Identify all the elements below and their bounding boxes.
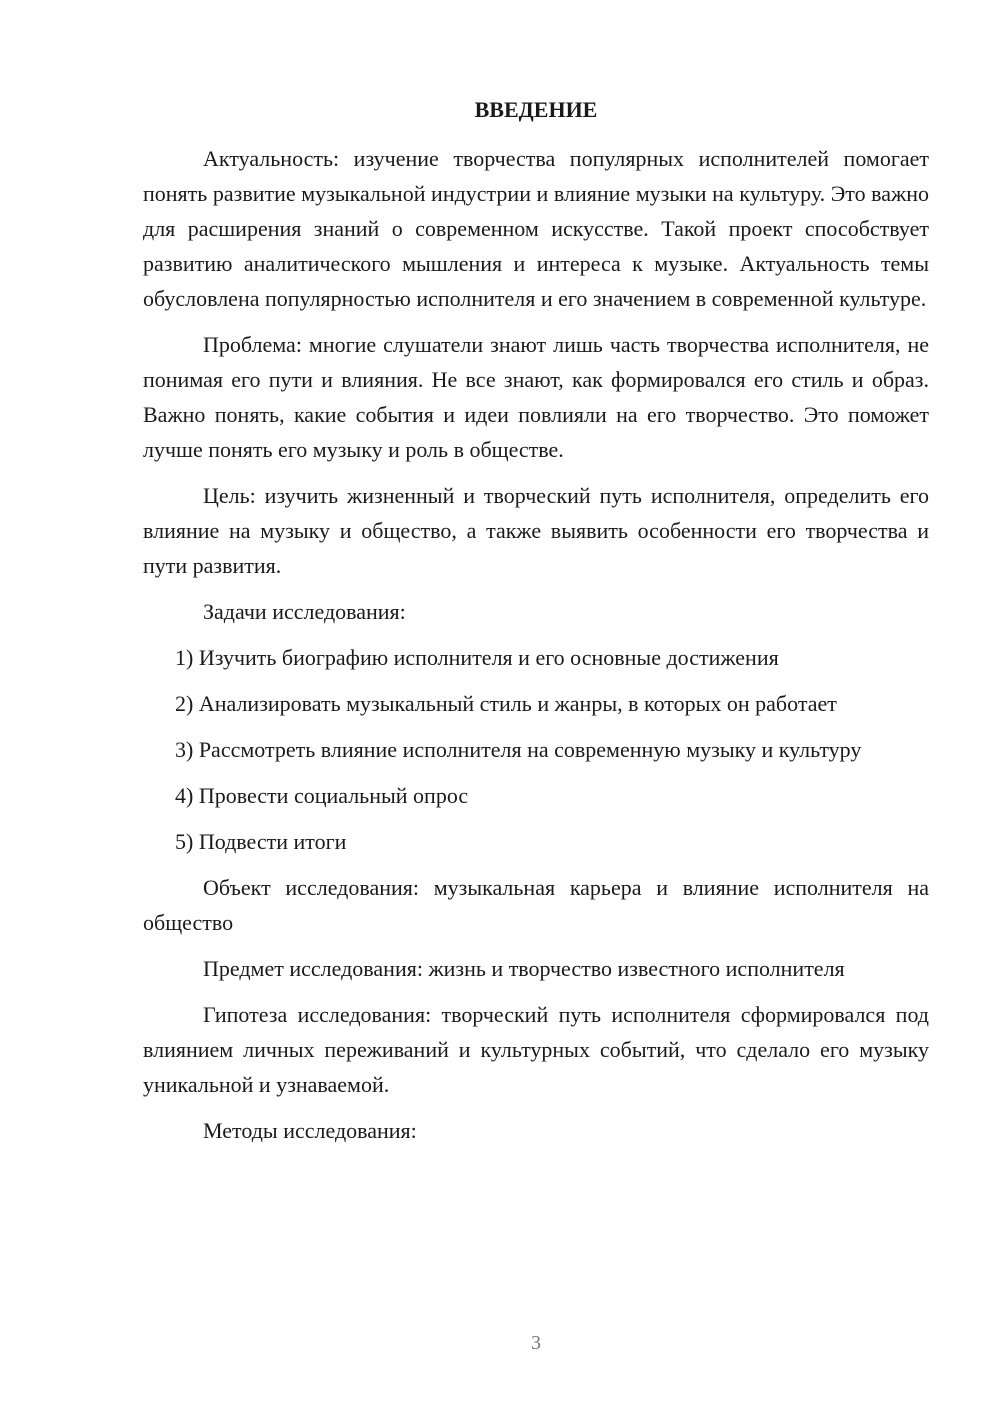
- page-content: [143, 92, 929, 1159]
- task-item-4: 4) Провести социальный опрос: [175, 783, 469, 808]
- subject-paragraph: Предмет исследования: жизнь и творчество известного исполнителя: [203, 956, 845, 981]
- page-number: 3: [531, 1332, 541, 1354]
- object-paragraph: Объект исследования: музыкальная карьера и влияние исполнителя на общество: [143, 875, 929, 935]
- task-item-3: 3) Рассмотреть влияние исполнителя на современную музыку и культуру: [175, 737, 862, 762]
- task-item-5: 5) Подвести итоги: [175, 829, 347, 854]
- hypothesis-paragraph: Гипотеза исследования: творческий путь исполнителя сформировался под влиянием личных переживаний и культурных событий, что сделало его музыку уникальной и узнаваемой.: [143, 1002, 929, 1097]
- tasks-heading: Задачи исследования:: [203, 599, 406, 624]
- task-item-2: 2) Анализировать музыкальный стиль и жанры, в которых он работает: [175, 691, 837, 716]
- goal-paragraph: Цель: изучить жизненный и творческий путь исполнителя, определить его влияние на музыку и общество, а также выявить особенности его творчества и пути развития.: [143, 483, 929, 578]
- task-item-1: 1) Изучить биографию исполнителя и его основные достижения: [175, 645, 779, 670]
- problem-paragraph: Проблема: многие слушатели знают лишь часть творчества исполнителя, не понимая его пути и влияния. Не все знают, как формировался его стиль и образ. Важно понять, какие события и идеи повлияли на его творчество. Это поможет лучше понять его музыку и роль в обществе.: [143, 332, 929, 462]
- methods-heading: Методы исследования:: [203, 1118, 417, 1143]
- page-title: ВВЕДЕНИЕ: [474, 97, 598, 122]
- relevance-paragraph: Актуальность: изучение творчества популярных исполнителей помогает понять развитие музыкальной индустрии и влияние музыки на культуру. Это важно для расширения знаний о современном искусстве. Такой проект способствует развитию аналитического мышления и интереса к музыке. Актуальность темы обусловлена популярностью исполнителя и его значением в современной культуре.: [143, 146, 929, 311]
